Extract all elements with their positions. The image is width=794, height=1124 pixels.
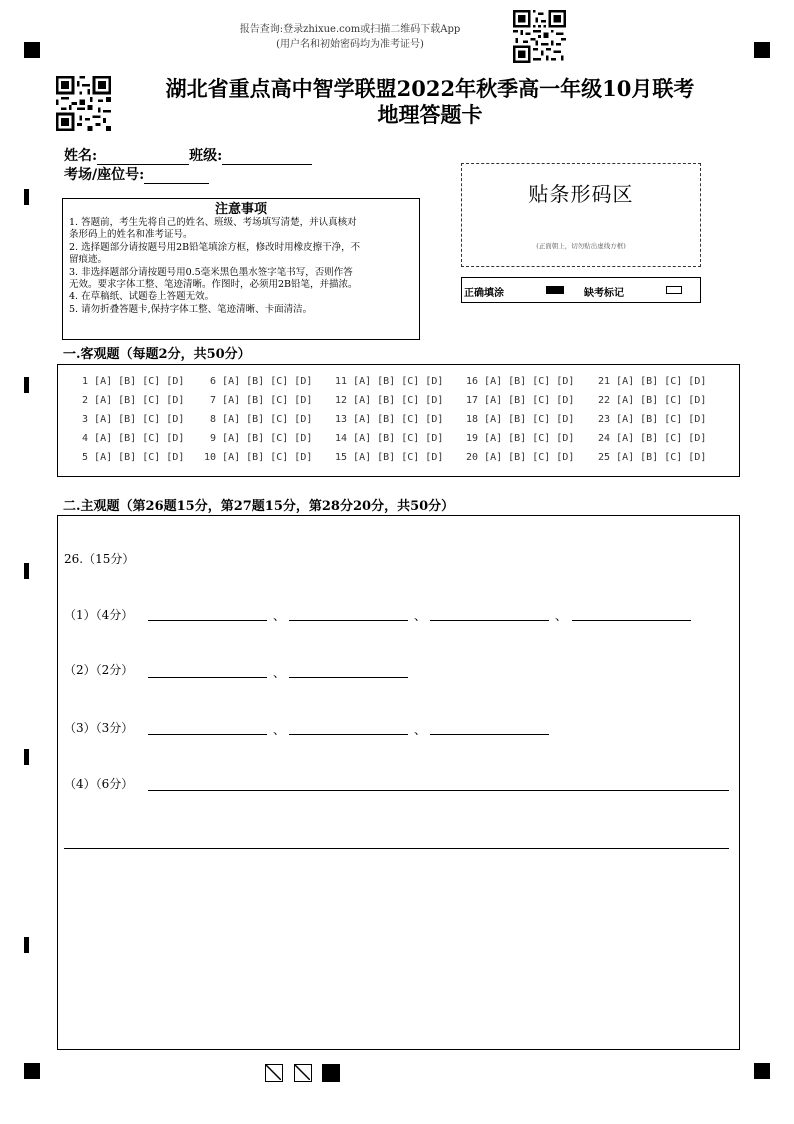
separator: 、 [414,609,427,623]
choice-question-7[interactable]: 7 [A] [B] [C] [D] [204,395,313,406]
part-2-answer-line[interactable] [289,677,408,678]
absent-mark-label: 缺考标记 [584,288,624,299]
barcode-label: 贴条形码区 [528,182,634,206]
timing-mark [24,377,29,393]
timing-mark [24,749,29,765]
student-info-row1 [64,145,312,165]
notice-line: 4. 在草稿纸、试题卷上答题无效。 [69,291,215,303]
name-label: 姓名: [64,148,98,164]
question-26-label: 26.（15分） [64,552,135,566]
class-label: 班级: [189,148,223,164]
fill-legend [461,277,701,303]
choice-question-6[interactable]: 6 [A] [B] [C] [D] [204,376,313,387]
notice-line: 2. 选择题部分请按题号用2B铅笔填涂方框，修改时用橡皮擦干净，不 [69,241,361,253]
correct-fill-sample [546,286,564,294]
objective-answer-grid [57,364,740,477]
choice-question-10[interactable]: 10 [A] [B] [C] [D] [204,452,313,463]
title-line2: 地理答题卡 [377,102,483,127]
separator: 、 [555,609,568,623]
corner-mark-bottom-right [754,1063,770,1079]
part-3-label: （3）（3分） [64,721,134,735]
page-title [120,76,740,128]
part-2-answer-line[interactable] [148,677,267,678]
notice-line: 3. 非选择题部分请按题号用0.5毫米黑色墨水签字笔书写，否则作答 [69,266,353,278]
room-seat-field[interactable] [144,169,209,184]
notice-line: 1. 答题前，考生先将自己的姓名、班级、考场填写清楚，并认真核对 [69,217,357,228]
timing-mark [24,189,29,205]
choice-question-16[interactable]: 16 [A] [B] [C] [D] [466,376,575,387]
part-1-label: （1）（4分） [64,608,134,622]
student-qr-code [56,76,111,131]
part-2-label: （2）（2分） [64,663,134,677]
part-4-answer-line[interactable] [64,848,729,849]
timing-mark [24,937,29,953]
correct-fill-label: 正确填涂 [464,288,504,299]
separator: 、 [273,666,286,680]
page-mark-slashed [294,1064,312,1082]
notice-box [62,198,420,340]
report-query-line1: 报告查询:登录zhixue.com或扫描二维码下载App [239,24,461,35]
choice-question-2[interactable]: 2 [A] [B] [C] [D] [76,395,185,406]
notice-line: 条形码上的姓名和准考证号。 [69,229,193,241]
subjective-answer-area[interactable] [57,515,740,1050]
choice-question-4[interactable]: 4 [A] [B] [C] [D] [76,433,185,444]
notice-title: 注意事项 [214,202,267,217]
part-3-answer-line[interactable] [430,734,549,735]
choice-question-3[interactable]: 3 [A] [B] [C] [D] [76,414,185,425]
choice-question-9[interactable]: 9 [A] [B] [C] [D] [204,433,313,444]
choice-question-24[interactable]: 24 [A] [B] [C] [D] [598,433,707,444]
page-mark-filled [322,1064,340,1082]
objective-section-title: 一.客观题（每题2分，共50分） [63,347,251,362]
page-mark-slashed [265,1064,283,1082]
corner-mark-bottom-left [24,1063,40,1079]
report-query-line2: (用户名和初始密码均为准考证号) [276,39,424,50]
part-1-answer-line[interactable] [289,620,408,621]
choice-question-8[interactable]: 8 [A] [B] [C] [D] [204,414,313,425]
part-3-answer-line[interactable] [289,734,408,735]
part-1-answer-line[interactable] [148,620,267,621]
class-field[interactable] [222,150,312,165]
app-qr-code[interactable] [513,10,566,63]
choice-question-12[interactable]: 12 [A] [B] [C] [D] [335,395,444,406]
choice-question-19[interactable]: 19 [A] [B] [C] [D] [466,433,575,444]
part-1-answer-line[interactable] [430,620,549,621]
choice-question-17[interactable]: 17 [A] [B] [C] [D] [466,395,575,406]
choice-question-15[interactable]: 15 [A] [B] [C] [D] [335,452,444,463]
part-1-answer-line[interactable] [572,620,691,621]
choice-question-11[interactable]: 11 [A] [B] [C] [D] [335,376,444,387]
choice-question-1[interactable]: 1 [A] [B] [C] [D] [76,376,185,387]
notice-line: 留痕迹。 [69,254,108,266]
choice-question-5[interactable]: 5 [A] [B] [C] [D] [76,452,185,463]
choice-question-22[interactable]: 22 [A] [B] [C] [D] [598,395,707,406]
separator: 、 [414,723,427,737]
name-field[interactable] [97,150,189,165]
choice-question-25[interactable]: 25 [A] [B] [C] [D] [598,452,707,463]
corner-mark-top-left [24,42,40,58]
subjective-section-title: 二.主观题（第26题15分，第27题15分，第28分20分，共50分） [63,499,455,514]
corner-mark-top-right [754,42,770,58]
part-4-label: （4）（6分） [64,777,134,791]
absent-mark-checkbox[interactable] [666,286,682,294]
choice-question-23[interactable]: 23 [A] [B] [C] [D] [598,414,707,425]
choice-question-21[interactable]: 21 [A] [B] [C] [D] [598,376,707,387]
timing-mark [24,563,29,579]
report-query-note [205,22,495,52]
title-line1: 湖北省重点高中智学联盟2022年秋季高一年级10月联考 [165,76,695,101]
choice-question-14[interactable]: 14 [A] [B] [C] [D] [335,433,444,444]
part-4-answer-line[interactable] [148,790,729,791]
separator: 、 [273,609,286,623]
separator: 、 [273,723,286,737]
choice-question-13[interactable]: 13 [A] [B] [C] [D] [335,414,444,425]
room-seat-label: 考场/座位号: [64,167,145,183]
barcode-tip: (正面朝上，切勿贴出虚线方框) [536,242,626,250]
notice-line: 无效。要求字体工整、笔迹清晰。作图时，必须用2B铅笔，并描浓。 [69,279,358,291]
student-info-row2 [64,164,209,184]
part-3-answer-line[interactable] [148,734,267,735]
choice-question-18[interactable]: 18 [A] [B] [C] [D] [466,414,575,425]
notice-line: 5. 请勿折叠答题卡,保持字体工整、笔迹清晰、卡面清洁。 [69,303,313,315]
barcode-area[interactable] [461,163,701,267]
choice-question-20[interactable]: 20 [A] [B] [C] [D] [466,452,575,463]
